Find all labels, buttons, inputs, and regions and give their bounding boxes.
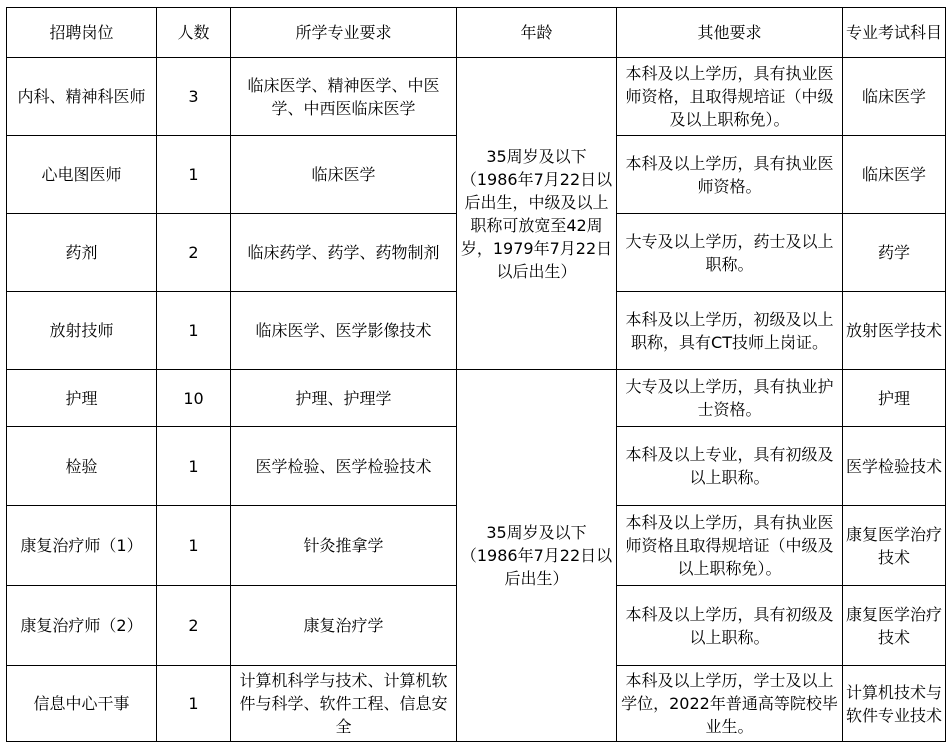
other-cell: 本科及以上学历，具有执业医师资格且取得规培证（中级及以上职称免）。 xyxy=(617,506,843,586)
major-cell: 医学检验、医学检验技术 xyxy=(231,427,457,506)
other-cell: 本科及以上学历，学士及以上学位，2022年普通高等院校毕业生。 xyxy=(617,666,843,742)
major-cell: 计算机科学与技术、计算机软件与科学、软件工程、信息安全 xyxy=(231,666,457,742)
age-cell: 35周岁及以下（1986年7月22日以后出生） xyxy=(457,370,617,742)
count-cell: 2 xyxy=(157,586,231,666)
header-other: 其他要求 xyxy=(617,8,843,58)
exam-cell: 护理 xyxy=(843,370,946,427)
count-cell: 1 xyxy=(157,136,231,214)
other-cell: 本科及以上学历，具有执业医师资格。 xyxy=(617,136,843,214)
table-row xyxy=(7,58,946,136)
exam-cell: 康复医学治疗技术 xyxy=(843,586,946,666)
position-cell: 康复治疗师（2） xyxy=(7,586,157,666)
age-cell: 35周岁及以下（1986年7月22日以后出生，中级及以上职称可放宽至42周岁，1979年7月22日以后出生） xyxy=(457,58,617,370)
position-cell: 康复治疗师（1） xyxy=(7,506,157,586)
header-exam: 专业考试科目 xyxy=(843,8,946,58)
count-cell: 10 xyxy=(157,370,231,427)
other-cell: 本科及以上专业，具有初级及以上职称。 xyxy=(617,427,843,506)
header-age: 年龄 xyxy=(457,8,617,58)
header-major: 所学专业要求 xyxy=(231,8,457,58)
exam-cell: 临床医学 xyxy=(843,58,946,136)
exam-cell: 药学 xyxy=(843,214,946,292)
exam-cell: 放射医学技术 xyxy=(843,292,946,370)
exam-cell: 康复医学治疗技术 xyxy=(843,506,946,586)
other-cell: 大专及以上学历，药士及以上职称。 xyxy=(617,214,843,292)
position-cell: 心电图医师 xyxy=(7,136,157,214)
major-cell: 临床医学、精神医学、中医学、中西医临床医学 xyxy=(231,58,457,136)
position-cell: 信息中心干事 xyxy=(7,666,157,742)
table-row xyxy=(7,370,946,427)
count-cell: 2 xyxy=(157,214,231,292)
count-cell: 3 xyxy=(157,58,231,136)
major-cell: 护理、护理学 xyxy=(231,370,457,427)
exam-cell: 医学检验技术 xyxy=(843,427,946,506)
recruitment-table xyxy=(6,7,946,742)
exam-cell: 计算机技术与软件专业技术 xyxy=(843,666,946,742)
other-cell: 本科及以上学历，初级及以上职称，具有CT技师上岗证。 xyxy=(617,292,843,370)
major-cell: 临床医学、医学影像技术 xyxy=(231,292,457,370)
count-cell: 1 xyxy=(157,427,231,506)
position-cell: 检验 xyxy=(7,427,157,506)
position-cell: 护理 xyxy=(7,370,157,427)
position-cell: 药剂 xyxy=(7,214,157,292)
other-cell: 本科及以上学历，具有执业医师资格，且取得规培证（中级及以上职称免）。 xyxy=(617,58,843,136)
other-cell: 大专及以上学历，具有执业护士资格。 xyxy=(617,370,843,427)
major-cell: 临床医学 xyxy=(231,136,457,214)
count-cell: 1 xyxy=(157,292,231,370)
major-cell: 康复治疗学 xyxy=(231,586,457,666)
position-cell: 内科、精神科医师 xyxy=(7,58,157,136)
major-cell: 针灸推拿学 xyxy=(231,506,457,586)
header-position: 招聘岗位 xyxy=(7,8,157,58)
header-count: 人数 xyxy=(157,8,231,58)
count-cell: 1 xyxy=(157,666,231,742)
count-cell: 1 xyxy=(157,506,231,586)
exam-cell: 临床医学 xyxy=(843,136,946,214)
other-cell: 本科及以上学历，具有初级及以上职称。 xyxy=(617,586,843,666)
major-cell: 临床药学、药学、药物制剂 xyxy=(231,214,457,292)
header-row xyxy=(7,8,946,58)
position-cell: 放射技师 xyxy=(7,292,157,370)
